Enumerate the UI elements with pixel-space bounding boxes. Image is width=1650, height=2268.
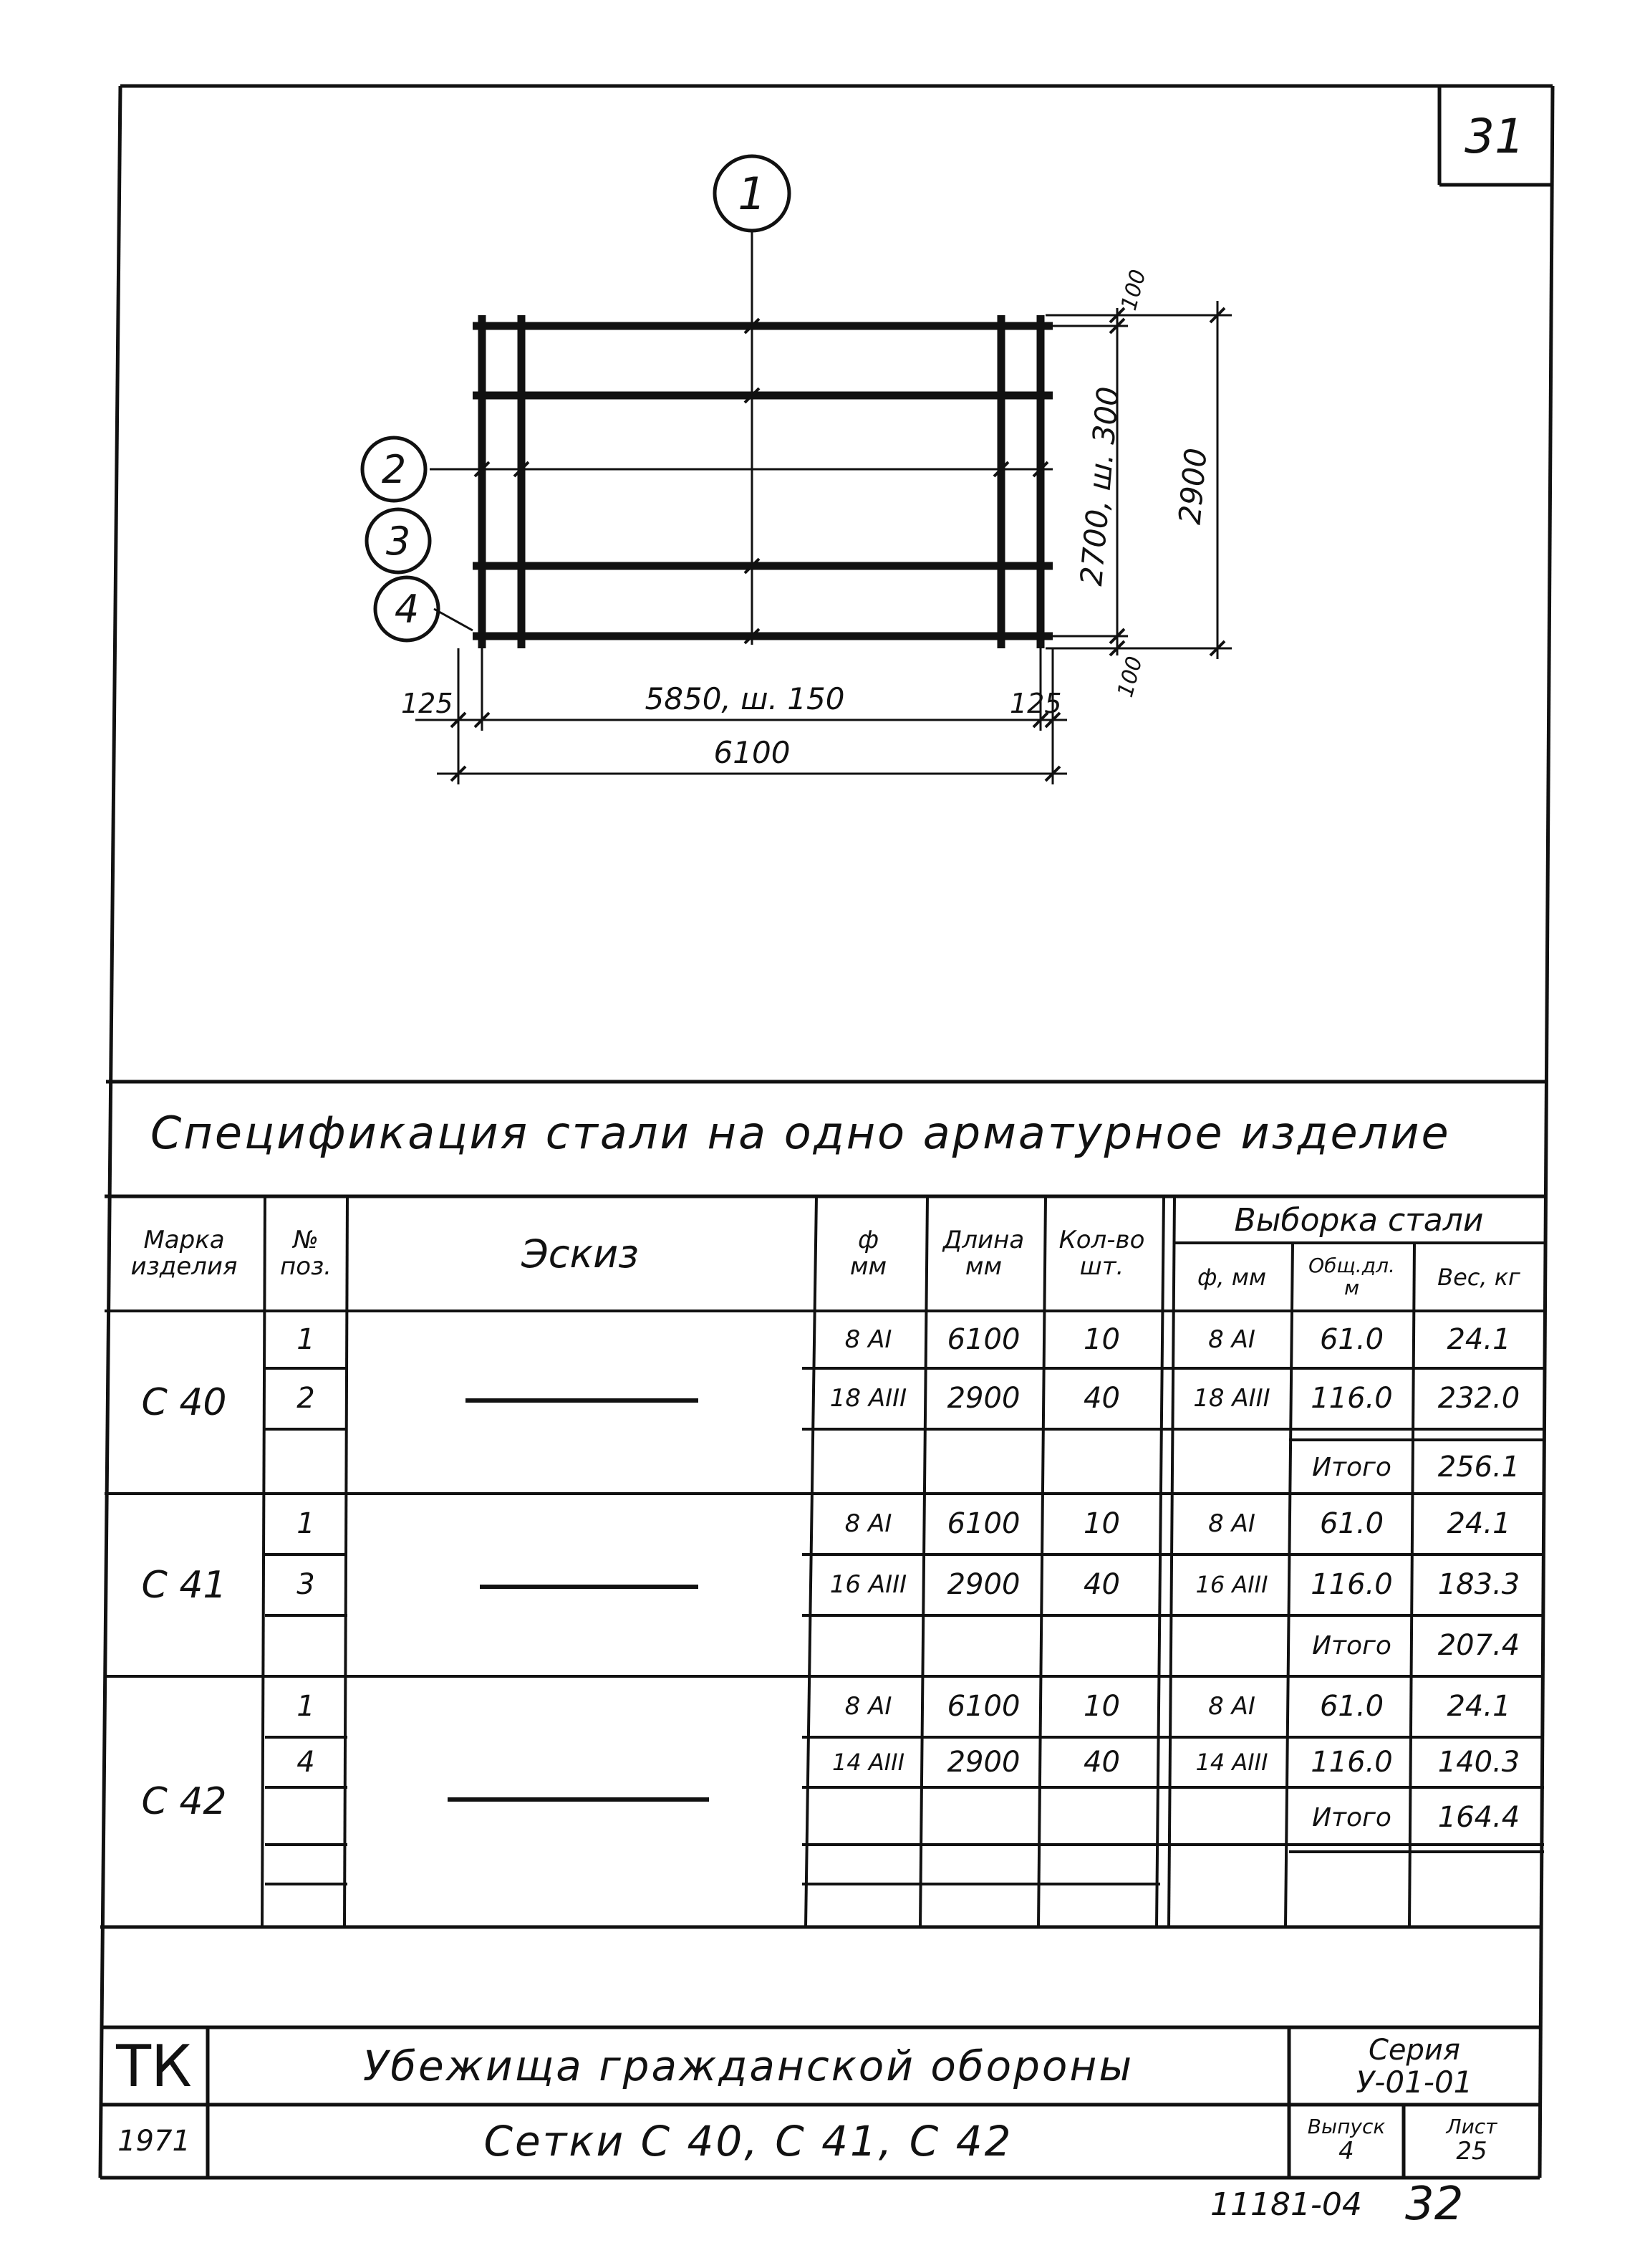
callout-4: 4 <box>394 587 420 632</box>
sel-dia-cell: 8 АI <box>1208 1325 1255 1354</box>
header-sketch: Эскиз <box>521 1231 639 1277</box>
header-qty-1: Кол-во <box>1058 1225 1145 1254</box>
qty-cell: 10 <box>1084 1323 1120 1356</box>
page-number: 31 <box>1465 108 1525 164</box>
sel-dia-cell: 16 АIII <box>1195 1571 1268 1598</box>
total-weight: 256.1 <box>1437 1451 1520 1484</box>
sheet-title: Сетки С 40, С 41, С 42 <box>483 2117 1013 2166</box>
dim-vertical-total: 2900 <box>1172 446 1214 527</box>
dia-cell: 16 АIII <box>829 1570 907 1599</box>
header-mark-2: изделия <box>130 1252 238 1281</box>
header-length <box>925 1200 1042 1307</box>
length-cell: 6100 <box>947 1507 1021 1540</box>
weight-cell: 24.1 <box>1447 1690 1511 1723</box>
dim-right-offset: 125 <box>1010 688 1062 719</box>
dim-horizontal-spacing: 5850, ш. 150 <box>645 681 845 716</box>
weight-cell: 140.3 <box>1437 1746 1520 1779</box>
mark-c40: С 40 <box>141 1380 227 1424</box>
sel-len-cell: 116.0 <box>1311 1746 1393 1779</box>
dim-left-offset: 125 <box>401 688 453 719</box>
weight-cell: 183.3 <box>1437 1568 1520 1601</box>
pos-cell: 4 <box>296 1746 315 1779</box>
issue-label: Выпуск <box>1307 2114 1386 2138</box>
weight-cell: 24.1 <box>1447 1507 1511 1540</box>
sel-len-cell: 61.0 <box>1319 1690 1384 1723</box>
bottom-code: 11181-04 <box>1210 2186 1362 2223</box>
project-title: Убежища гражданской обороны <box>362 2042 1134 2090</box>
year: 1971 <box>117 2125 190 2158</box>
dim-top-offset: 100 <box>1116 266 1152 314</box>
header-dia-1: ф <box>857 1225 879 1254</box>
list-label: Лист <box>1446 2114 1497 2138</box>
bottom-number: 32 <box>1405 2178 1464 2231</box>
length-cell: 6100 <box>947 1323 1021 1356</box>
sel-len-cell: 116.0 <box>1311 1382 1393 1415</box>
length-cell: 2900 <box>947 1568 1021 1601</box>
qty-cell: 10 <box>1084 1690 1120 1723</box>
header-sel-len <box>1293 1245 1411 1310</box>
pos-cell: 3 <box>296 1568 315 1601</box>
callout-1: 1 <box>738 168 766 220</box>
dia-cell: 18 АIII <box>829 1384 907 1413</box>
sel-len-cell: 61.0 <box>1319 1323 1384 1356</box>
issue-value: 4 <box>1338 2136 1354 2166</box>
header-sel-dia: ф, мм <box>1197 1264 1266 1291</box>
header-sel-weight: Вес, кг <box>1437 1264 1520 1291</box>
length-cell: 6100 <box>947 1690 1021 1723</box>
series-label: Серия <box>1369 2033 1460 2067</box>
qty-cell: 40 <box>1084 1568 1120 1601</box>
header-mark <box>105 1200 264 1307</box>
callout-3: 3 <box>385 519 411 564</box>
total-label: Итого <box>1312 1802 1391 1832</box>
qty-cell: 40 <box>1084 1382 1120 1415</box>
list-value: 25 <box>1456 2136 1487 2166</box>
sel-dia-cell: 8 АI <box>1208 1692 1255 1721</box>
qty-cell: 40 <box>1084 1746 1120 1779</box>
length-cell: 2900 <box>947 1746 1021 1779</box>
header-pos-2: поз. <box>280 1252 332 1281</box>
total-label: Итого <box>1312 1630 1391 1661</box>
sel-len-cell: 116.0 <box>1311 1568 1393 1601</box>
total-weight: 164.4 <box>1437 1801 1520 1834</box>
header-length-1: Длина <box>942 1225 1025 1254</box>
dia-cell: 8 АI <box>844 1509 892 1538</box>
mark-c41: С 41 <box>141 1563 227 1607</box>
dia-cell: 14 АIII <box>831 1749 905 1776</box>
weight-cell: 232.0 <box>1437 1382 1520 1415</box>
total-label: Итого <box>1312 1452 1391 1482</box>
org-code: ТК <box>116 2032 192 2100</box>
header-dia <box>813 1200 924 1307</box>
weight-cell: 24.1 <box>1447 1323 1511 1356</box>
header-dia-2: мм <box>849 1252 887 1281</box>
series-box <box>1290 2031 1538 2103</box>
header-pos <box>266 1200 345 1307</box>
header-qty-2: шт. <box>1079 1252 1124 1281</box>
length-cell: 2900 <box>947 1382 1021 1415</box>
sel-dia-cell: 14 АIII <box>1195 1749 1268 1776</box>
pos-cell: 1 <box>296 1507 315 1540</box>
header-sel-len-2: м <box>1343 1276 1360 1299</box>
header-mark-1: Марка <box>143 1225 225 1254</box>
dim-horizontal-total: 6100 <box>713 735 791 770</box>
sel-dia-cell: 8 АI <box>1208 1509 1255 1538</box>
header-pos-1: № <box>293 1225 319 1254</box>
mark-c42: С 42 <box>141 1780 227 1823</box>
header-sel-len-1: Общ.дл. <box>1308 1254 1395 1278</box>
callout-2: 2 <box>381 447 407 492</box>
header-length-2: мм <box>965 1252 1003 1281</box>
list-box <box>1405 2106 1538 2175</box>
dia-cell: 8 АI <box>844 1325 892 1354</box>
sel-dia-cell: 18 АIII <box>1193 1384 1270 1413</box>
spec-title: Спецификация стали на одно арматурное изделие <box>150 1107 1451 1159</box>
pos-cell: 1 <box>296 1323 315 1356</box>
pos-cell: 1 <box>296 1690 315 1723</box>
pos-cell: 2 <box>296 1382 315 1415</box>
total-weight: 207.4 <box>1437 1629 1520 1662</box>
qty-cell: 10 <box>1084 1507 1120 1540</box>
sel-len-cell: 61.0 <box>1319 1507 1384 1540</box>
dim-bottom-offset: 100 <box>1112 653 1148 701</box>
series-value: У-01-01 <box>1356 2064 1473 2100</box>
dia-cell: 8 АI <box>844 1692 892 1721</box>
issue-box <box>1290 2106 1402 2175</box>
dim-vertical-spacing: 2700, ш. 300 <box>1073 385 1126 587</box>
header-qty <box>1043 1200 1160 1307</box>
header-selection: Выборка стали <box>1234 1201 1484 1239</box>
